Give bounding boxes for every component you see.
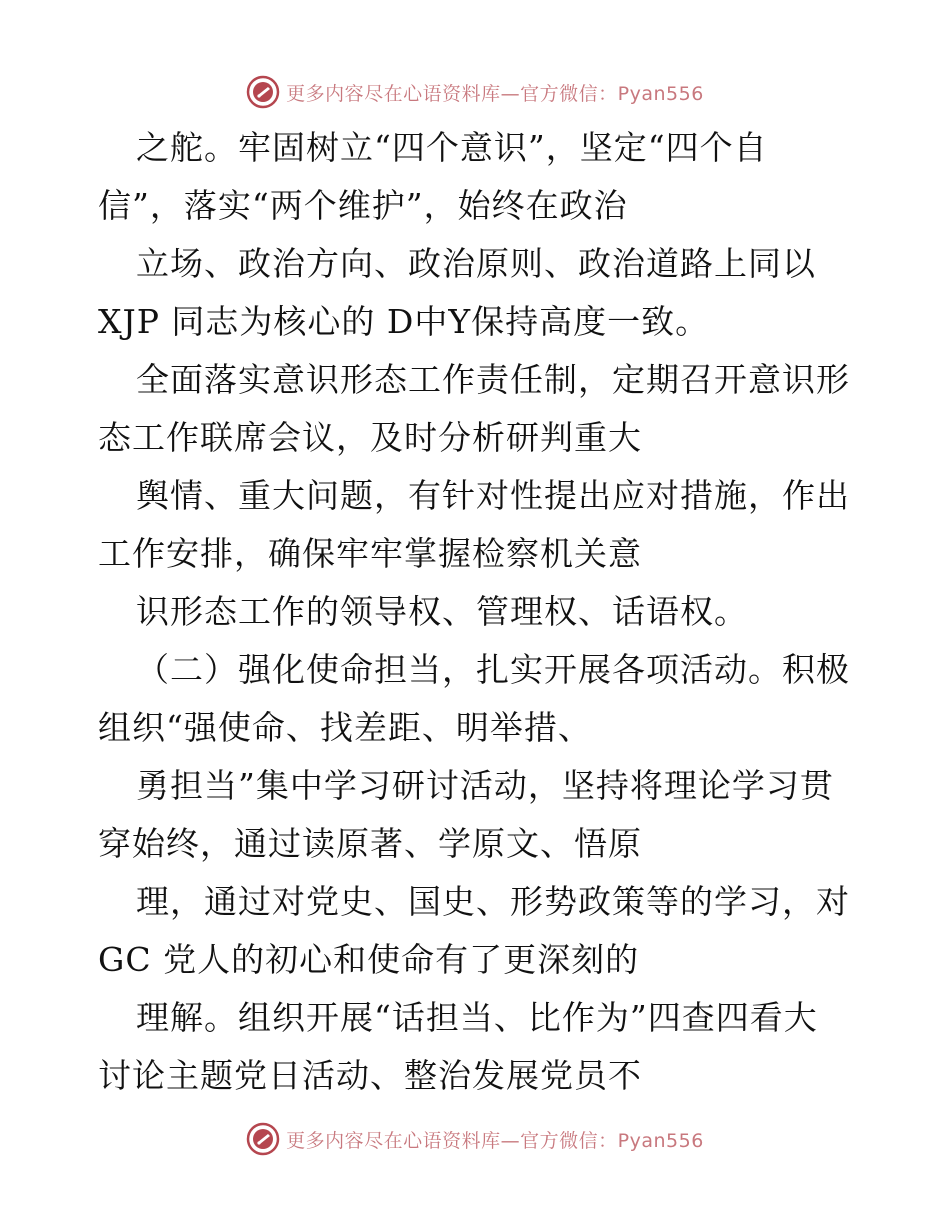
text-line: GC 党人的初心和使命有了更深刻的 xyxy=(98,940,640,979)
header-text: 更多内容尽在心语资料库—官方微信：Pyan556 xyxy=(286,82,704,105)
seal-logo-icon xyxy=(246,1122,280,1156)
text-line: 之舵。牢固树立“四个意识”，坚定“四个自 xyxy=(136,128,768,167)
text-line: 识形态工作的领导权、管理权、话语权。 xyxy=(136,592,748,631)
text-line: （二）强化使命担当，扎实开展各项活动。积极 xyxy=(136,650,850,689)
text-line: XJP 同志为核心的 D中Y保持高度一致。 xyxy=(98,302,710,341)
text-line: 全面落实意识形态工作责任制，定期召开意识形 xyxy=(136,360,850,399)
seal-logo-icon xyxy=(246,75,280,109)
text-line: 态工作联席会议，及时分析研判重大 xyxy=(98,418,642,457)
text-line: 讨论主题党日活动、整治发展党员不 xyxy=(98,1056,642,1095)
text-line: 理，通过对党史、国史、形势政策等的学习，对 xyxy=(136,882,850,921)
text-line: 组织“强使命、找差距、明举措、 xyxy=(98,708,592,747)
text-line: 信”，落实“两个维护”，始终在政治 xyxy=(98,186,628,225)
text-line: 工作安排，确保牢牢掌握检察机关意 xyxy=(98,534,642,573)
text-line: 勇担当”集中学习研讨活动，坚持将理论学习贯 xyxy=(136,766,834,805)
text-line: 舆情、重大问题，有针对性提出应对措施，作出 xyxy=(136,476,850,515)
text-line: 立场、政治方向、政治原则、政治道路上同以 xyxy=(136,244,816,283)
text-line: 理解。组织开展“话担当、比作为”四查四看大 xyxy=(136,998,818,1037)
header-banner xyxy=(0,72,950,112)
footer-text: 更多内容尽在心语资料库—官方微信：Pyan556 xyxy=(286,1129,704,1152)
footer-banner xyxy=(0,1119,950,1159)
text-line: 穿始终，通过读原著、学原文、悟原 xyxy=(98,824,642,863)
